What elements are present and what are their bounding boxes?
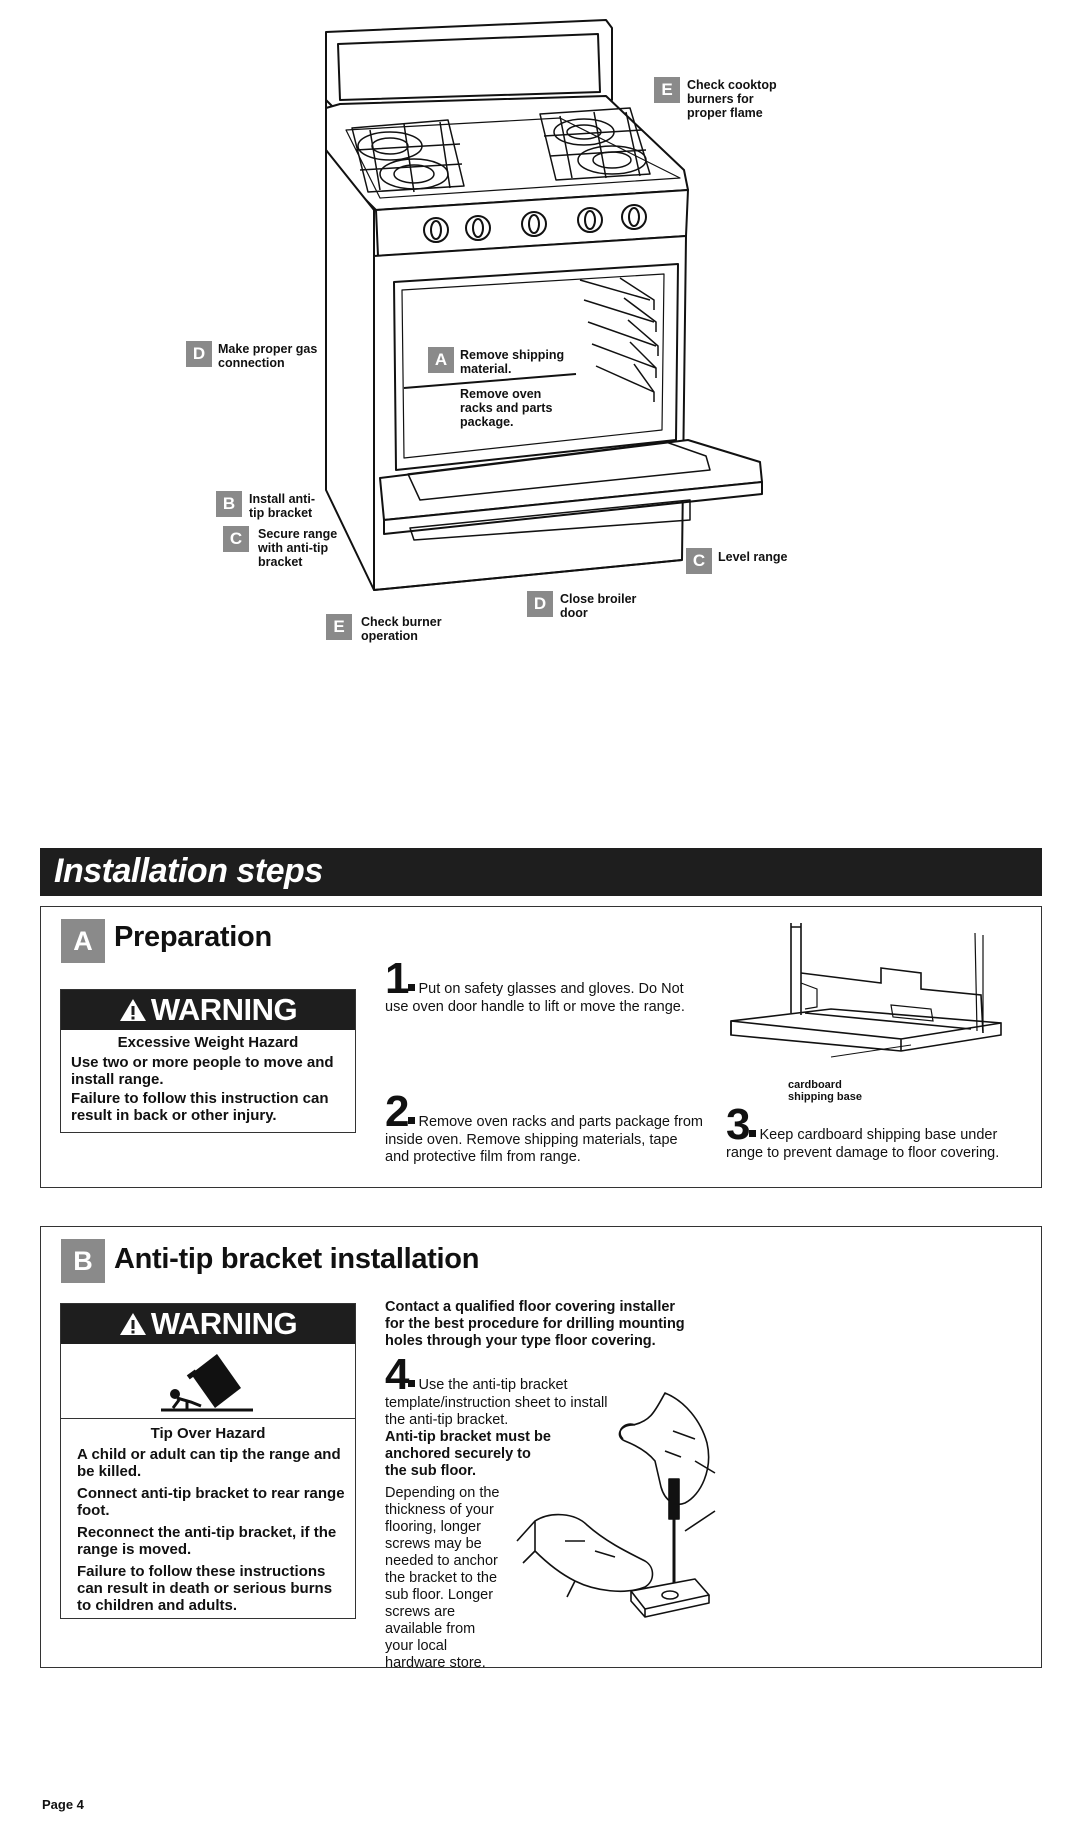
callout-b-label: Install anti-tip bracket — [249, 492, 315, 520]
section-b-warning-line-4: Failure to follow these instructions can result in death or serious burns to children and adults. — [77, 1563, 333, 1614]
warning-triangle-icon — [119, 998, 147, 1022]
section-b-badge: B — [61, 1239, 105, 1283]
tip-over-hazard-icon — [157, 1346, 257, 1416]
section-a-warning-label: WARNING — [150, 992, 298, 1027]
step-4-extra-text: Depending on the thickness of your flooring, longer screws may be needed to anchor the bracket to the sub floor. Longer screws are available from your local hardware store. — [385, 1485, 500, 1671]
section-a-hazard-title: Excessive Weight Hazard — [117, 1034, 299, 1051]
section-a-warning-header — [61, 990, 355, 1030]
section-b-warning-header — [61, 1304, 355, 1344]
section-b-warning-line-1: A child or adult can tip the range and be killed. — [77, 1446, 341, 1480]
step-2-number: 2 — [385, 1087, 408, 1136]
step-4-number: 4 — [385, 1350, 408, 1399]
step-bullet-icon — [408, 984, 415, 991]
section-b-warning-label: WARNING — [150, 1306, 298, 1341]
section-a-warning-line-1: Use two or more people to move and install range. — [71, 1054, 334, 1088]
step-2-text: Remove oven racks and parts package from inside oven. Remove shipping materials, tape and protective film from range. — [385, 1114, 703, 1165]
step-4-text: Use the anti-tip bracket template/instruction sheet to install the anti-tip bracket. — [385, 1377, 608, 1428]
step-1 — [385, 954, 705, 1016]
callout-e-bottom-label: Check burner operation — [361, 615, 442, 643]
callout-c-right-badge: C — [686, 548, 712, 574]
callout-a-label: Remove shipping material. — [460, 348, 565, 376]
section-a-title: Preparation — [114, 921, 272, 953]
section-b-panel — [40, 1226, 1042, 1671]
callout-e-top-badge: E — [654, 77, 680, 103]
step-4-bold-text: Anti-tip bracket must be anchored securely to the sub floor. — [385, 1429, 551, 1479]
page-number: Page 4 — [42, 1797, 84, 1812]
callout-e-bottom-badge: E — [326, 614, 352, 640]
callout-d-left-badge: D — [186, 341, 212, 367]
installation-steps-banner — [40, 848, 1042, 896]
section-b-title: Anti-tip bracket installation — [114, 1243, 480, 1275]
callout-e-top-label: Check cooktop burners for proper flame — [687, 78, 777, 120]
banner-title: Installation steps — [54, 852, 323, 890]
section-b-intro: Contact a qualified floor covering installer for the best procedure for drilling mounting holes through your type floor covering. — [385, 1299, 685, 1349]
step-bullet-icon — [408, 1117, 415, 1124]
step-bullet-icon — [749, 1130, 756, 1137]
warning-triangle-icon — [119, 1312, 147, 1336]
step-1-number: 1 — [385, 954, 408, 1003]
section-a-panel — [40, 906, 1042, 1188]
callout-c-right-label: Level range — [718, 550, 788, 564]
bracket-install-illustration — [515, 1391, 745, 1631]
section-a-badge: A — [61, 919, 105, 963]
cardboard-shipping-base-label: cardboard shipping base — [788, 1079, 862, 1103]
callout-d-bottom-label: Close broiler door — [560, 592, 637, 620]
step-bullet-icon — [408, 1380, 415, 1387]
section-b-hazard-title: Tip Over Hazard — [150, 1425, 266, 1442]
callout-a-extra-label: Remove oven racks and parts package. — [460, 387, 553, 429]
section-b-warning-line-3: Reconnect the anti-tip bracket, if the range is moved. — [77, 1524, 337, 1558]
step-2 — [385, 1087, 705, 1166]
step-1-text: Put on safety glasses and gloves. Do Not use oven door handle to lift or move the range. — [385, 981, 685, 1015]
callout-d-bottom-badge: D — [527, 591, 553, 617]
callout-b-badge: B — [216, 491, 242, 517]
section-a-warning-box — [60, 989, 356, 1133]
callout-a-badge: A — [428, 347, 454, 373]
step-3-number: 3 — [726, 1100, 749, 1149]
step-3-text: Keep cardboard shipping base under range to prevent damage to floor covering. — [726, 1127, 1000, 1161]
callout-c-left-badge: C — [223, 526, 249, 552]
section-a-warning-line-2: Failure to follow this instruction can result in back or other injury. — [71, 1090, 329, 1124]
cardboard-base-illustration — [721, 923, 1021, 1073]
callout-c-left-label: Secure range with anti-tip bracket — [258, 527, 338, 569]
section-b-warning-box — [60, 1303, 356, 1619]
section-b-warning-line-2: Connect anti-tip bracket to rear range foot. — [77, 1485, 345, 1519]
range-illustration — [0, 0, 1080, 660]
step-3 — [726, 1100, 1026, 1162]
section-b-warning-divider — [61, 1418, 355, 1419]
callout-d-left-label: Make proper gas connection — [218, 342, 318, 370]
